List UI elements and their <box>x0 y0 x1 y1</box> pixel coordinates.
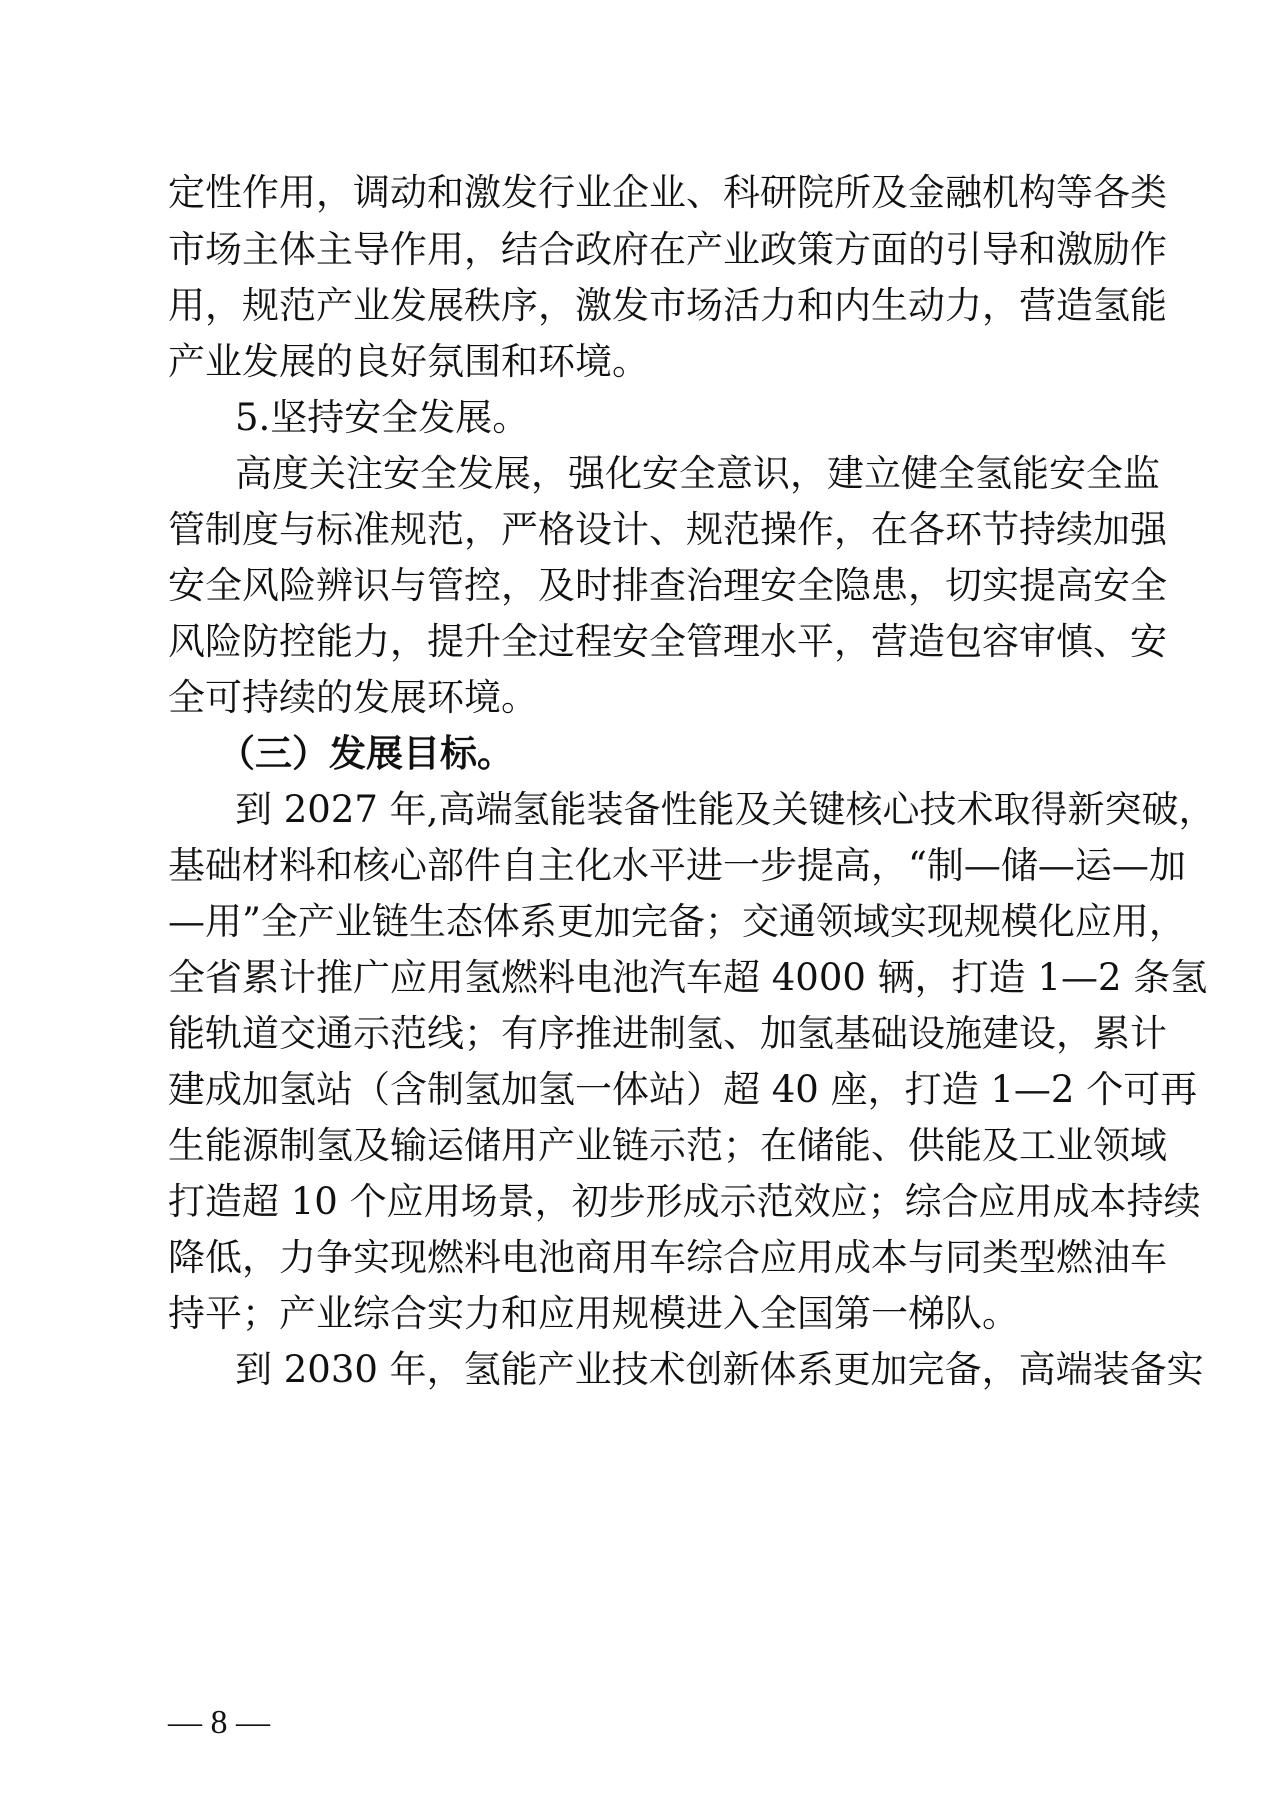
text-line: 持平；产业综合实力和应用规模进入全国第一梯队。 <box>168 1292 1019 1335</box>
text-line: 基础材料和核心部件自主化水平进一步提高，“制—储—运—加 <box>168 844 1186 887</box>
text-line: 风险防控能力，提升全过程安全管理水平，营造包容审慎、安 <box>168 620 1167 663</box>
text-line: 管制度与标准规范，严格设计、规范操作，在各环节持续加强 <box>168 508 1167 551</box>
text-line: 安全风险辨识与管控，及时排查治理安全隐患，切实提高安全 <box>168 564 1167 607</box>
text-line: 打造超 10 个应用场景，初步形成示范效应；综合应用成本持续 <box>168 1180 1201 1223</box>
text-line: 能轨道交通示范线；有序推进制氢、加氢基础设施建设，累计 <box>168 1012 1167 1055</box>
section-heading: （三）发展目标。 <box>218 732 514 775</box>
text-line: 定性作用，调动和激发行业企业、科研院所及金融机构等各类 <box>168 171 1167 214</box>
text-line: 建成加氢站（含制氢加氢一体站）超 40 座，打造 1—2 个可再 <box>168 1068 1198 1111</box>
text-line: 全省累计推广应用氢燃料电池汽车超 4000 辆，打造 1—2 条氢 <box>168 956 1208 999</box>
text-line: 到 2030 年，氢能产业技术创新体系更加完备，高端装备实 <box>235 1348 1204 1391</box>
text-line: 市场主体主导作用，结合政府在产业政策方面的引导和激励作 <box>168 228 1167 271</box>
text-line: —用”全产业链生态体系更加完备；交通领域实现规模化应用， <box>168 900 1186 943</box>
text-line: 生能源制氢及输运储用产业链示范；在储能、供能及工业领域 <box>168 1124 1167 1167</box>
page-number: — 8 — <box>168 1704 270 1741</box>
text-line: 全可持续的发展环境。 <box>168 676 538 719</box>
text-line: 产业发展的良好氛围和环境。 <box>168 340 649 383</box>
text-line: 降低，力争实现燃料电池商用车综合应用成本与同类型燃油车 <box>168 1236 1167 1279</box>
item-heading: 5.坚持安全发展。 <box>235 396 530 439</box>
text-line: 到 2027 年,高端氢能装备性能及关键核心技术取得新突破， <box>235 788 1216 831</box>
text-line: 用，规范产业发展秩序，激发市场活力和内生动力，营造氢能 <box>168 284 1167 327</box>
text-line: 高度关注安全发展，强化安全意识，建立健全氢能安全监 <box>235 452 1160 495</box>
